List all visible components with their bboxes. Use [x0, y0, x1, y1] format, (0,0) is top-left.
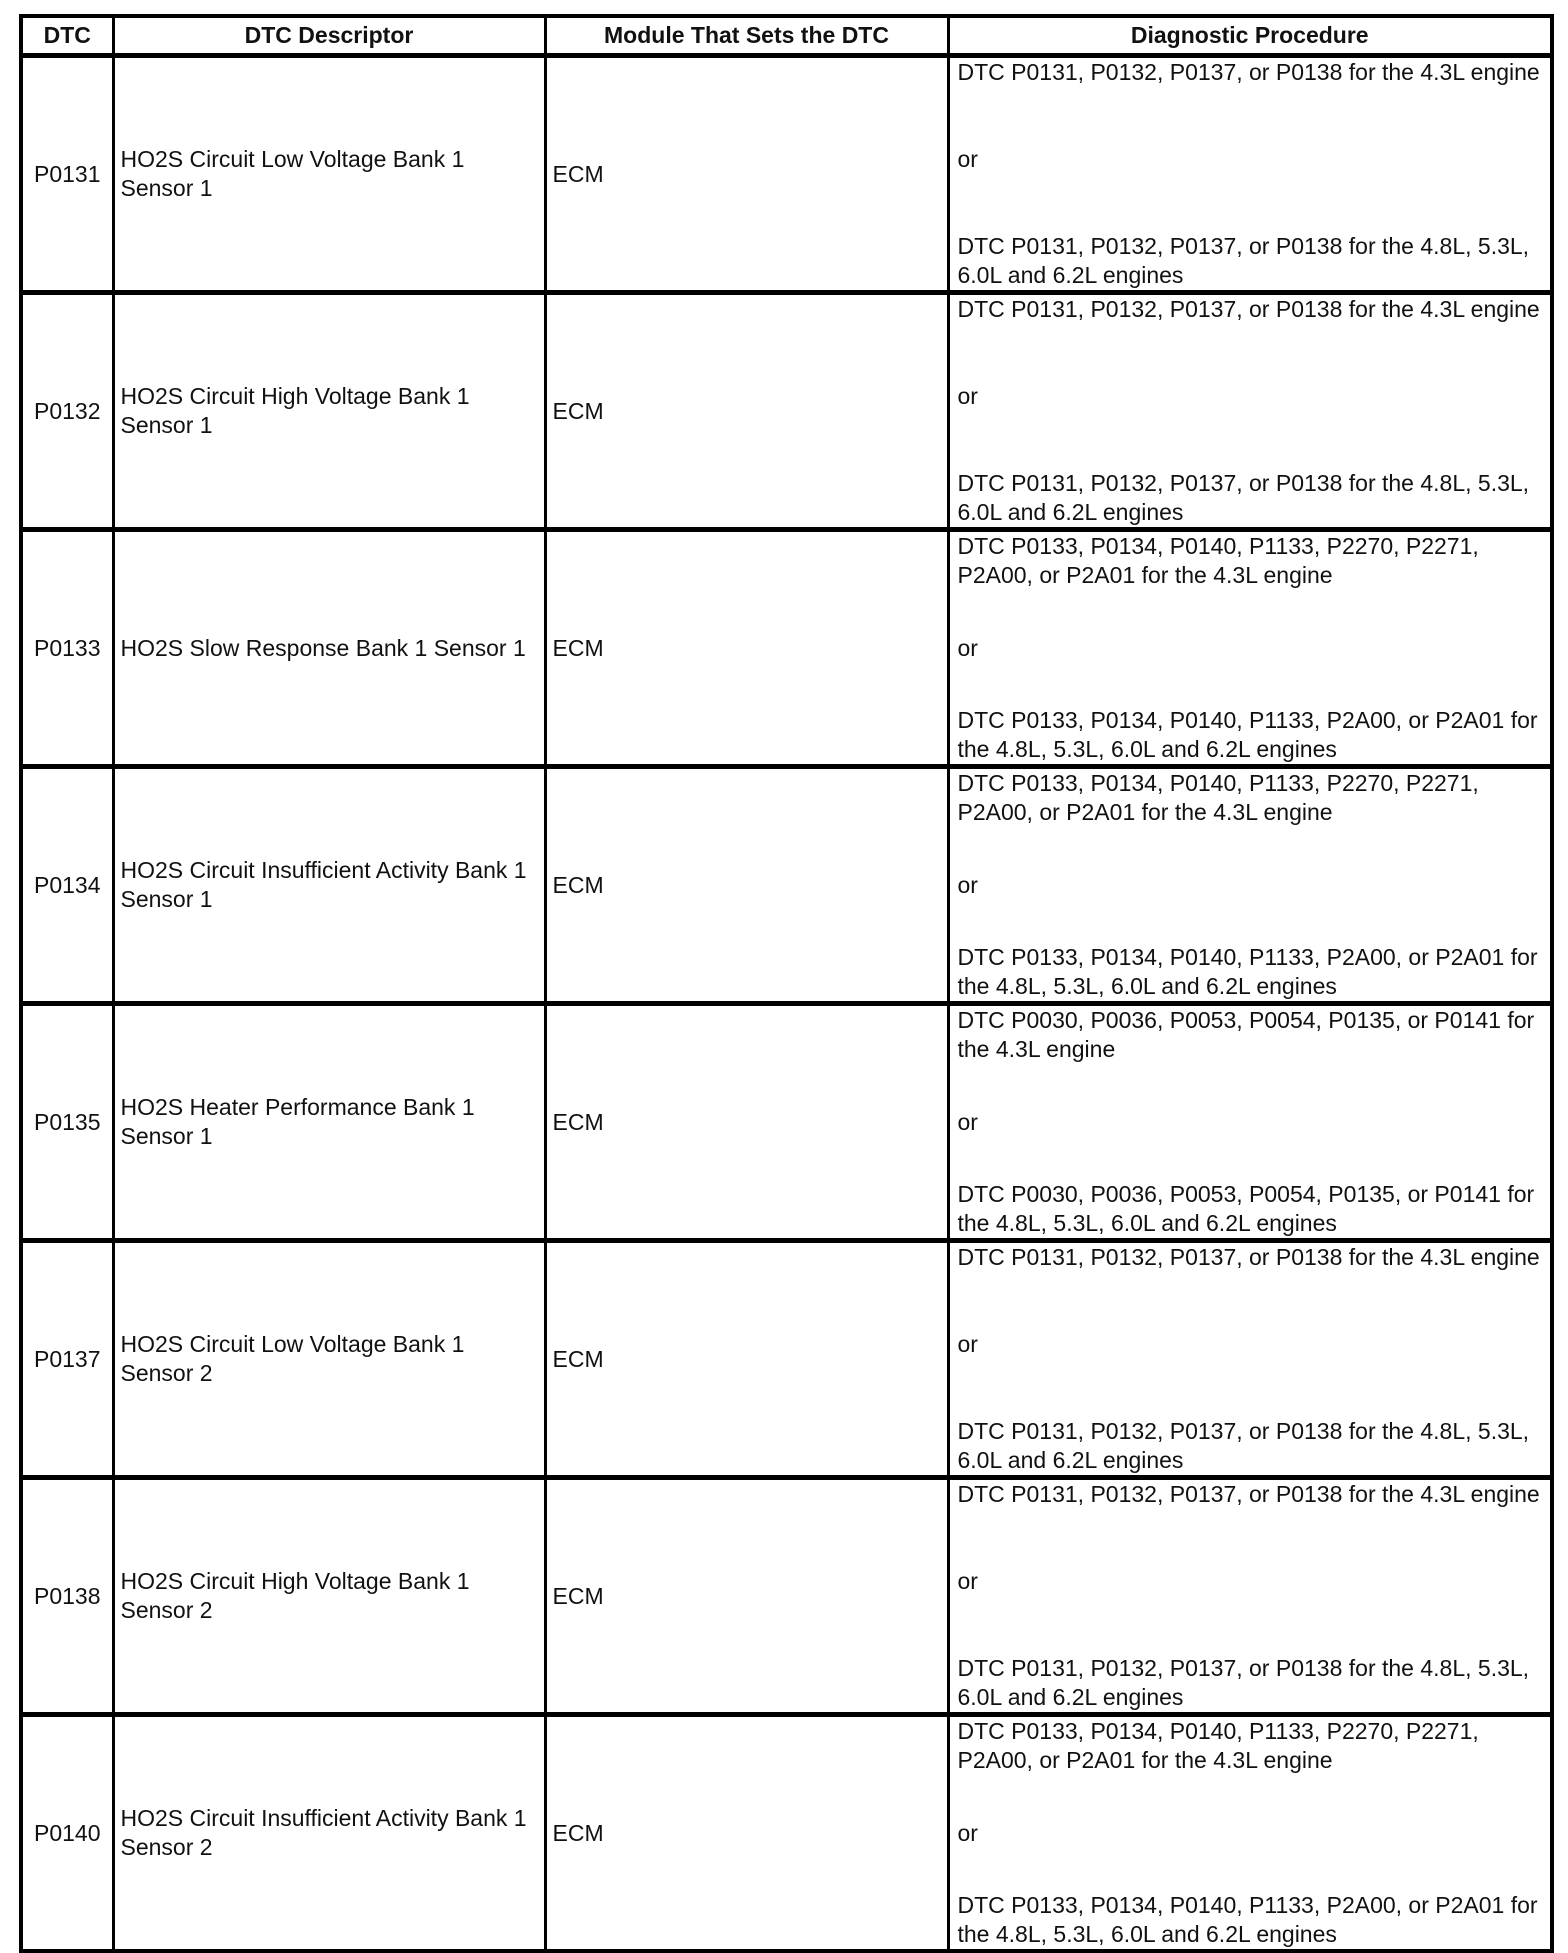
diagnostic-procedure: [948, 1715, 1552, 1952]
procedure-link-other-engines[interactable]: DTC P0133, P0134, P0140, P1133, P2A00, or P2A01 for the 4.8L, 5.3L, 6.0L and 6.2L engines: [957, 1892, 1538, 1947]
diagnostic-procedure: [948, 530, 1552, 767]
header-row: [21, 16, 1552, 56]
dtc-descriptor: HO2S Circuit Low Voltage Bank 1 Sensor 1: [113, 56, 545, 293]
table-row: [21, 293, 1552, 530]
procedure-or-text: or: [957, 146, 978, 172]
table-row: [21, 1004, 1552, 1241]
procedure-or-text: or: [957, 1108, 978, 1135]
procedure-link-4-3l[interactable]: DTC P0133, P0134, P0140, P1133, P2270, P2271, P2A00, or P2A01 for the 4.3L engine: [957, 533, 1479, 588]
table-row: [21, 1715, 1552, 1952]
procedure-or-text: or: [957, 1568, 978, 1594]
procedure-or-text: or: [957, 634, 978, 661]
table-row: [21, 767, 1552, 1004]
procedure-link-4-3l[interactable]: DTC P0131, P0132, P0137, or P0138 for the 4.3L engine: [957, 59, 1540, 85]
diagnostic-procedure: [948, 1478, 1552, 1715]
procedure-link-other-engines[interactable]: DTC P0131, P0132, P0137, or P0138 for the 4.8L, 5.3L, 6.0L and 6.2L engines: [957, 1418, 1530, 1473]
dtc-code: P0132: [21, 293, 113, 530]
table-row: [21, 530, 1552, 767]
dtc-descriptor: HO2S Circuit Insufficient Activity Bank 1 Sensor 1: [113, 767, 545, 1004]
module-name: ECM: [545, 767, 948, 1004]
dtc-descriptor: HO2S Circuit High Voltage Bank 1 Sensor 2: [113, 1478, 545, 1715]
table-row: [21, 1241, 1552, 1478]
dtc-code: P0133: [21, 530, 113, 767]
procedure-link-other-engines[interactable]: DTC P0131, P0132, P0137, or P0138 for the 4.8L, 5.3L, 6.0L and 6.2L engines: [957, 470, 1530, 525]
dtc-descriptor: HO2S Slow Response Bank 1 Sensor 1: [113, 530, 545, 767]
module-name: ECM: [545, 293, 948, 530]
diagnostic-procedure: [948, 56, 1552, 293]
dtc-code: P0137: [21, 1241, 113, 1478]
module-name: ECM: [545, 1478, 948, 1715]
procedure-link-4-3l[interactable]: DTC P0131, P0132, P0137, or P0138 for the 4.3L engine: [957, 1481, 1540, 1507]
dtc-descriptor: HO2S Circuit Insufficient Activity Bank 1 Sensor 2: [113, 1715, 545, 1952]
diagnostic-procedure: [948, 1004, 1552, 1241]
procedure-or-text: or: [957, 1331, 978, 1357]
procedure-or-text: or: [957, 871, 978, 898]
procedure-or-text: or: [957, 383, 978, 409]
dtc-descriptor: HO2S Heater Performance Bank 1 Sensor 1: [113, 1004, 545, 1241]
module-name: ECM: [545, 1004, 948, 1241]
procedure-link-other-engines[interactable]: DTC P0131, P0132, P0137, or P0138 for the 4.8L, 5.3L, 6.0L and 6.2L engines: [957, 233, 1530, 288]
dtc-table: [19, 14, 1554, 1953]
diagnostic-procedure: [948, 767, 1552, 1004]
procedure-link-4-3l[interactable]: DTC P0131, P0132, P0137, or P0138 for the 4.3L engine: [957, 1244, 1540, 1270]
header-diagnostic-procedure: Diagnostic Procedure: [948, 16, 1552, 56]
dtc-code: P0140: [21, 1715, 113, 1952]
header-dtc-descriptor: DTC Descriptor: [113, 16, 545, 56]
procedure-or-text: or: [957, 1819, 978, 1846]
dtc-descriptor: HO2S Circuit Low Voltage Bank 1 Sensor 2: [113, 1241, 545, 1478]
table-header: [21, 16, 1552, 56]
procedure-link-other-engines[interactable]: DTC P0030, P0036, P0053, P0054, P0135, or P0141 for the 4.8L, 5.3L, 6.0L and 6.2L engines: [957, 1181, 1535, 1236]
table-row: [21, 1478, 1552, 1715]
module-name: ECM: [545, 1715, 948, 1952]
procedure-link-other-engines[interactable]: DTC P0133, P0134, P0140, P1133, P2A00, or P2A01 for the 4.8L, 5.3L, 6.0L and 6.2L engines: [957, 707, 1538, 762]
header-dtc: DTC: [21, 16, 113, 56]
dtc-code: P0138: [21, 1478, 113, 1715]
header-module: Module That Sets the DTC: [545, 16, 948, 56]
module-name: ECM: [545, 530, 948, 767]
dtc-descriptor: HO2S Circuit High Voltage Bank 1 Sensor 1: [113, 293, 545, 530]
table-row: [21, 56, 1552, 293]
dtc-code: P0134: [21, 767, 113, 1004]
procedure-link-4-3l[interactable]: DTC P0030, P0036, P0053, P0054, P0135, or P0141 for the 4.3L engine: [957, 1007, 1535, 1062]
dtc-code: P0135: [21, 1004, 113, 1241]
procedure-link-other-engines[interactable]: DTC P0131, P0132, P0137, or P0138 for the 4.8L, 5.3L, 6.0L and 6.2L engines: [957, 1655, 1530, 1710]
diagnostic-procedure: [948, 293, 1552, 530]
procedure-link-4-3l[interactable]: DTC P0133, P0134, P0140, P1133, P2270, P2271, P2A00, or P2A01 for the 4.3L engine: [957, 770, 1479, 825]
procedure-link-4-3l[interactable]: DTC P0131, P0132, P0137, or P0138 for the 4.3L engine: [957, 296, 1540, 322]
module-name: ECM: [545, 1241, 948, 1478]
dtc-code: P0131: [21, 56, 113, 293]
procedure-link-other-engines[interactable]: DTC P0133, P0134, P0140, P1133, P2A00, or P2A01 for the 4.8L, 5.3L, 6.0L and 6.2L engines: [957, 944, 1538, 999]
module-name: ECM: [545, 56, 948, 293]
diagnostic-procedure: [948, 1241, 1552, 1478]
table-body: [21, 56, 1552, 1952]
procedure-link-4-3l[interactable]: DTC P0133, P0134, P0140, P1133, P2270, P2271, P2A00, or P2A01 for the 4.3L engine: [957, 1718, 1479, 1773]
